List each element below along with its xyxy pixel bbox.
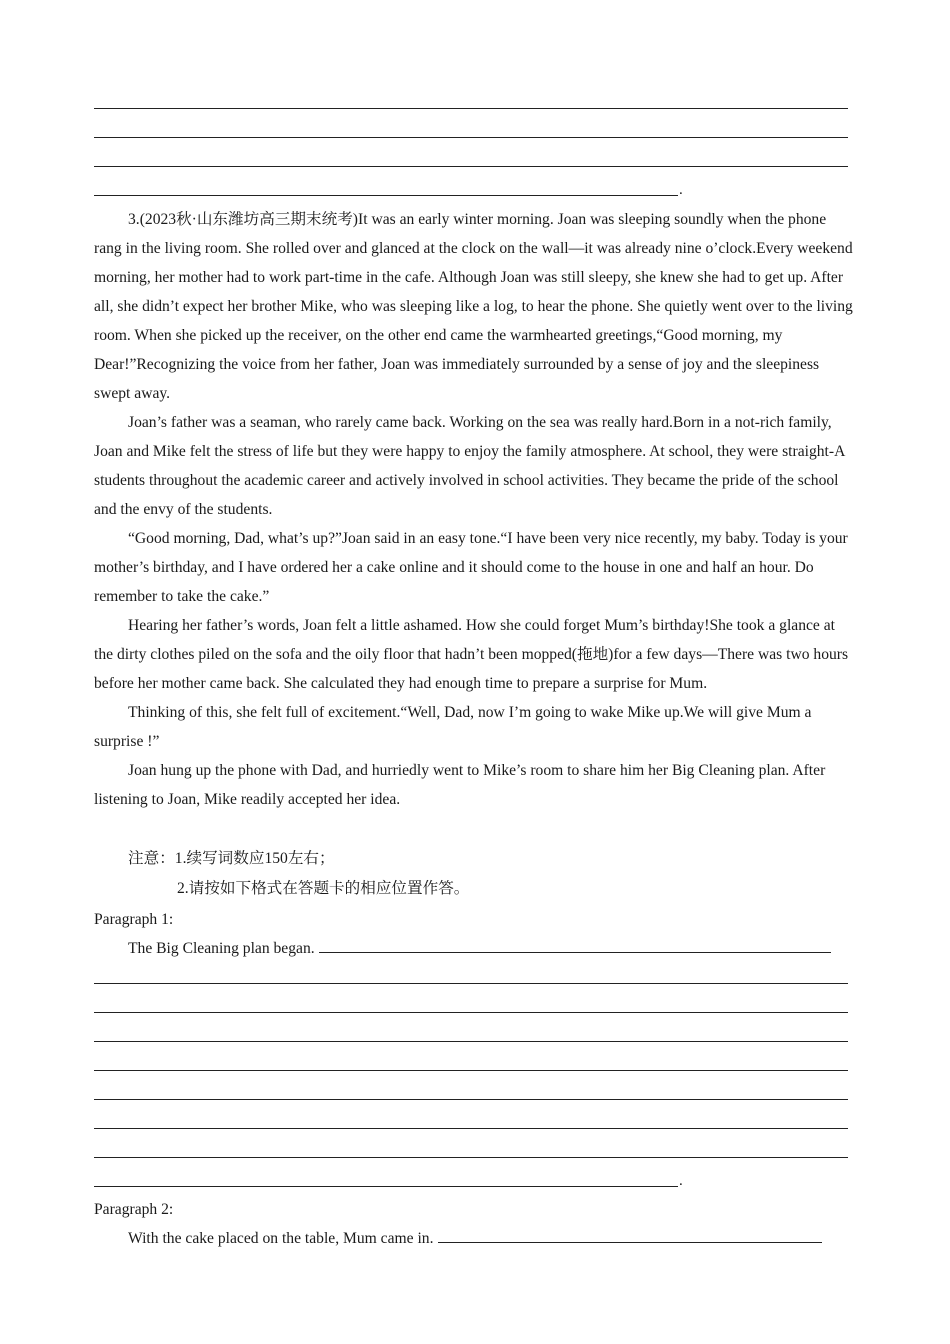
answer-line[interactable] <box>94 1099 848 1100</box>
answer-line[interactable] <box>94 1012 848 1013</box>
answer-line[interactable] <box>94 1186 678 1187</box>
answer-line[interactable] <box>94 137 848 138</box>
answer-line[interactable] <box>94 1128 848 1129</box>
answer-line[interactable] <box>319 951 831 953</box>
reading-passage <box>94 205 856 814</box>
answer-line[interactable] <box>94 1070 848 1071</box>
paragraph-1-label: Paragraph 1: <box>94 911 174 928</box>
paragraph-2-label: Paragraph 2: <box>94 1201 174 1218</box>
passage-paragraph: Joan hung up the phone with Dad, and hurriedly went to Mike’s room to share him her Big Cleaning plan. After listening to Joan, Mike readily accepted her idea. <box>94 762 826 808</box>
question-number: 3. <box>128 211 140 228</box>
passage-paragraph: Joan’s father was a seaman, who rarely came back. Working on the sea was really hard.Born in a not-rich family, Joan and Mike felt the stress of life but they were happy to enjoy the family atmosphere. At school, they were straight-A students throughout the academic career and actively involved in school activities. They became the pride of the school and the envy of the students. <box>94 414 845 518</box>
answer-line[interactable] <box>94 1041 848 1042</box>
question-source: (2023秋·山东潍坊高三期末统考) <box>139 211 359 228</box>
paragraph-1-starter: The Big Cleaning plan began. <box>128 934 831 963</box>
answer-line[interactable] <box>94 108 848 109</box>
answer-line[interactable] <box>94 983 848 984</box>
end-period: . <box>679 182 683 198</box>
instruction-note-1: 注意：1.续写词数应150左右； <box>128 850 335 867</box>
answer-line[interactable] <box>438 1241 822 1243</box>
instruction-note-2: 2.请按如下格式在答题卡的相应位置作答。 <box>177 880 470 897</box>
passage-paragraph: Hearing her father’s words, Joan felt a little ashamed. How she could forget Mum’s birthday!She took a glance at the dirty clothes piled on the sofa and the oily floor that hadn’t been mopped(拖地)for a few days—There was two hours before her mother came back. She calculated they had enough time to prepare a surprise for Mum. <box>94 617 849 692</box>
answer-line[interactable] <box>94 166 848 167</box>
end-period: . <box>679 1173 683 1189</box>
passage-paragraph: “Good morning, Dad, what’s up?”Joan said in an easy tone.“I have been very nice recently, my baby. Today is your mother’s birthday, and I have ordered her a cake online and it should come to the house in one and half an hour. Do remember to take the cake.” <box>94 530 848 605</box>
passage-paragraph: Thinking of this, she felt full of excitement.“Well, Dad, now I’m going to wake Mike up.We will give Mum a surprise !” <box>94 704 812 750</box>
passage-paragraph: 3.(2023秋·山东潍坊高三期末统考)It was an early winter morning. Joan was sleeping soundly when the phone rang in the living room. She rolled over and glanced at the clock on the wall—it was already nine o’clock.Every weekend morning, her mother had to work part-time in the cafe. Although Joan was still sleepy, she knew she had to get up. After all, she didn’t expect her brother Mike, who was sleeping like a log, to hear the phone. She quietly went over to the living room. When she picked up the receiver, on the other end came the warmhearted greetings,“Good morning, my Dear!”Recognizing the voice from her father, Joan was immediately surrounded by a sense of joy and the sleepiness swept away. <box>94 211 853 402</box>
answer-line[interactable] <box>94 1157 848 1158</box>
answer-line[interactable] <box>94 195 678 196</box>
paragraph-2-starter: With the cake placed on the table, Mum came in. <box>128 1224 822 1253</box>
